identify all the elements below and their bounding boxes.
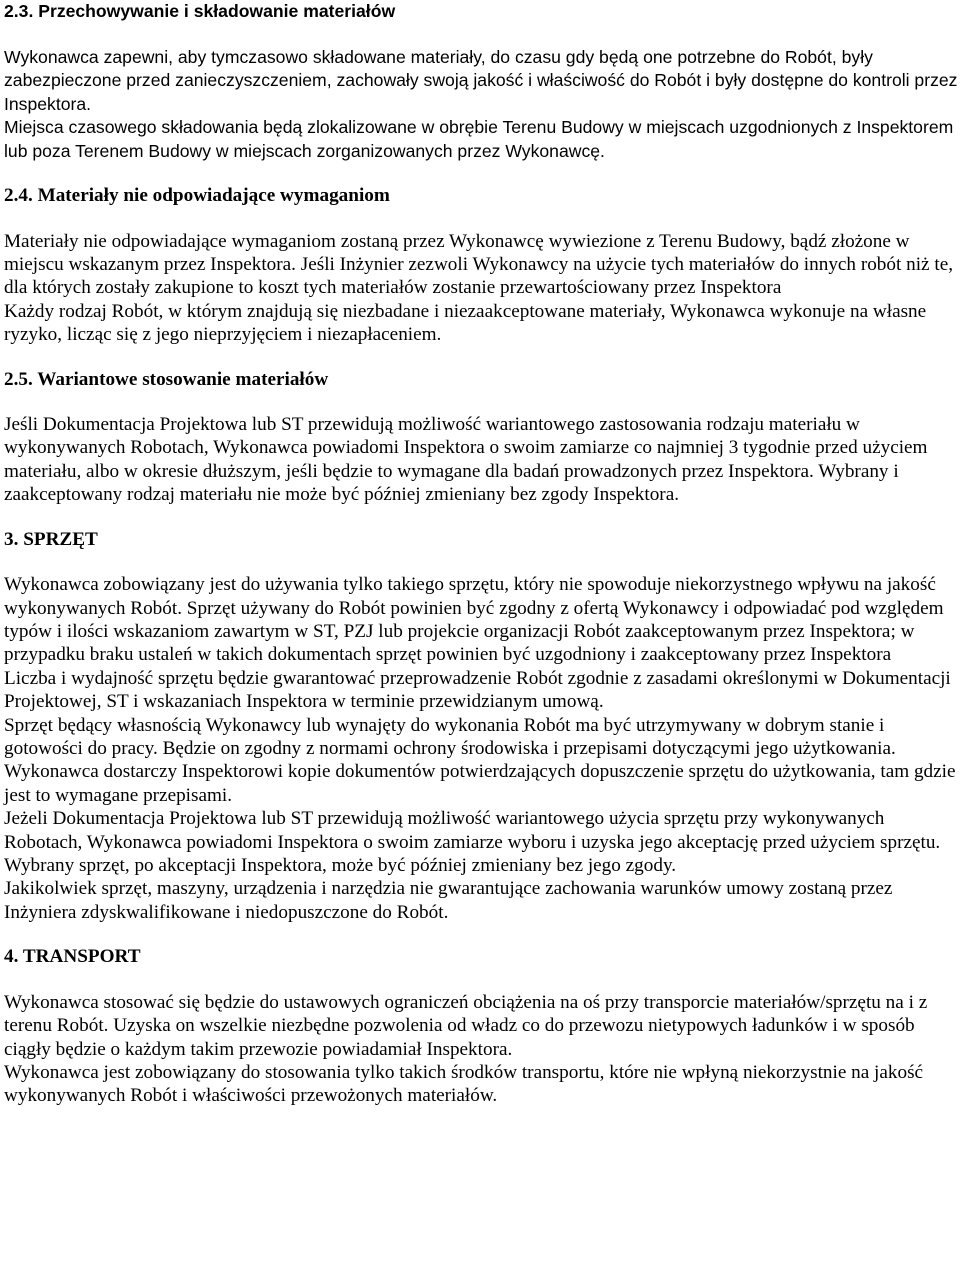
section-3-sprzet [4, 528, 958, 925]
paragraph: Wykonawca stosować się będzie do ustawowych ograniczeń obciążenia na oś przy transporcie materiałów/sprzętu na i z terenu Robót. Uzyska on wszelkie niezbędne pozwolenia od władz co do przewozu nietypowych ładunków i w sposób ciągły będzie o każdym takim przewozie powiadamiał Inspektora. [4, 991, 928, 1060]
section-2-5 [4, 368, 958, 507]
paragraph: Miejsca czasowego składowania będą zlokalizowane w obrębie Terenu Budowy w miejscach uzgodnionych z Inspektorem lub poza Terenem Budowy w miejscach zorganizowanych przez Wykonawcę. [4, 117, 954, 161]
section-4-transport [4, 945, 958, 1108]
paragraph: Jakikolwiek sprzęt, maszyny, urządzenia i narzędzia nie gwarantujące zachowania warunków umowy zostaną przez Inżyniera zdyskwalifikowane i niedopuszczone do Robót. [4, 878, 893, 923]
section-heading: 3. SPRZĘT [4, 528, 98, 550]
section-2-4 [4, 184, 958, 347]
document-page [4, 0, 958, 1108]
section-heading: 4. TRANSPORT [4, 946, 141, 968]
paragraph: Materiały nie odpowiadające wymaganiom zostaną przez Wykonawcę wywiezione z Terenu Budowy, bądź złożone w miejscu wskazanym przez Inspektora. Jeśli Inżynier zezwoli Wykonawcy na użycie tych materiałów do innych robót niż te, dla których zostały zakupione to koszt tych materiałów zostanie przewartościowany przez Inspektora [4, 230, 954, 299]
paragraph: Wykonawca dostarczy Inspektorowi kopie dokumentów potwierdzających dopuszczenie sprzętu do użytkowania, tam gdzie jest to wymagane przepisami. [4, 761, 956, 806]
paragraph: Wykonawca jest zobowiązany do stosowania tylko takich środków transportu, które nie wpłyną niekorzystnie na jakość wykonywanych Robót i właściwości przewożonych materiałów. [4, 1061, 924, 1107]
paragraph: Wykonawca zapewni, aby tymczasowo składowane materiały, do czasu gdy będą one potrzebne do Robót, były zabezpieczone przed zanieczyszczeniem, zachowały swoją jakość i właściwość do Robót i były dostępne do kontroli przez Inspektora. [4, 46, 958, 114]
section-heading: 2.3. Przechowywanie i składowanie materiałów [4, 1, 396, 21]
paragraph: Każdy rodzaj Robót, w którym znajdują się niezbadane i niezaakceptowane materiały, Wykonawca wykonuje na własne ryzyko, licząc się z jego nieprzyjęciem i niezapłaceniem. [4, 300, 927, 346]
section-heading: 2.5. Wariantowe stosowanie materiałów [4, 368, 329, 390]
paragraph: Sprzęt będący własnością Wykonawcy lub wynajęty do wykonania Robót ma być utrzymywany w dobrym stanie i gotowości do pracy. Będzie on zgodny z normami ochrony środowiska i przepisami dotyczącymi jego użytkowania. [4, 714, 896, 759]
paragraph: Liczba i wydajność sprzętu będzie gwarantować przeprowadzenie Robót zgodnie z zasadami określonymi w Dokumentacji Projektowej, ST i wskazaniach Inspektora w terminie przewidzianym umową. [4, 667, 951, 713]
paragraph: Wykonawca zobowiązany jest do używania tylko takiego sprzętu, który nie spowoduje niekorzystnego wpływu na jakość wykonywanych Robót. Sprzęt używany do Robót powinien być zgodny z ofertą Wykonawcy i odpowiadać pod względem typów i ilości wskazaniom zawartym w ST, PZJ lub projekcie organizacji Robót zaakceptowanym przez Inspektora; w przypadku braku ustaleń w takich dokumentach sprzęt powinien być uzgodniony i zaakceptowany przez Inspektora [4, 574, 944, 666]
section-heading: 2.4. Materiały nie odpowiadające wymaganiom [4, 185, 390, 206]
paragraph: Jeżeli Dokumentacja Projektowa lub ST przewidują możliwość wariantowego użycia sprzętu przy wykonywanych Robotach, Wykonawca powiadomi Inspektora o swoim zamiarze wyboru i uzyska jego akceptację przed użyciem sprzętu. Wybrany sprzęt, po akceptacji Inspektora, może być później zmieniany bez jego zgody. [4, 808, 941, 877]
paragraph: Jeśli Dokumentacja Projektowa lub ST przewidują możliwość wariantowego zastosowania rodzaju materiału w wykonywanych Robotach, Wykonawca powiadomi Inspektora o swoim zamiarze co najmniej 3 tygodnie przed użyciem materiału, albo w okresie dłuższym, jeśli będzie to wymagane dla badań prowadzonych przez Inspektora. Wybrany i zaakceptowany rodzaj materiału nie może być później zmieniany bez zgody Inspektora. [4, 414, 928, 506]
section-2-3 [4, 0, 958, 163]
